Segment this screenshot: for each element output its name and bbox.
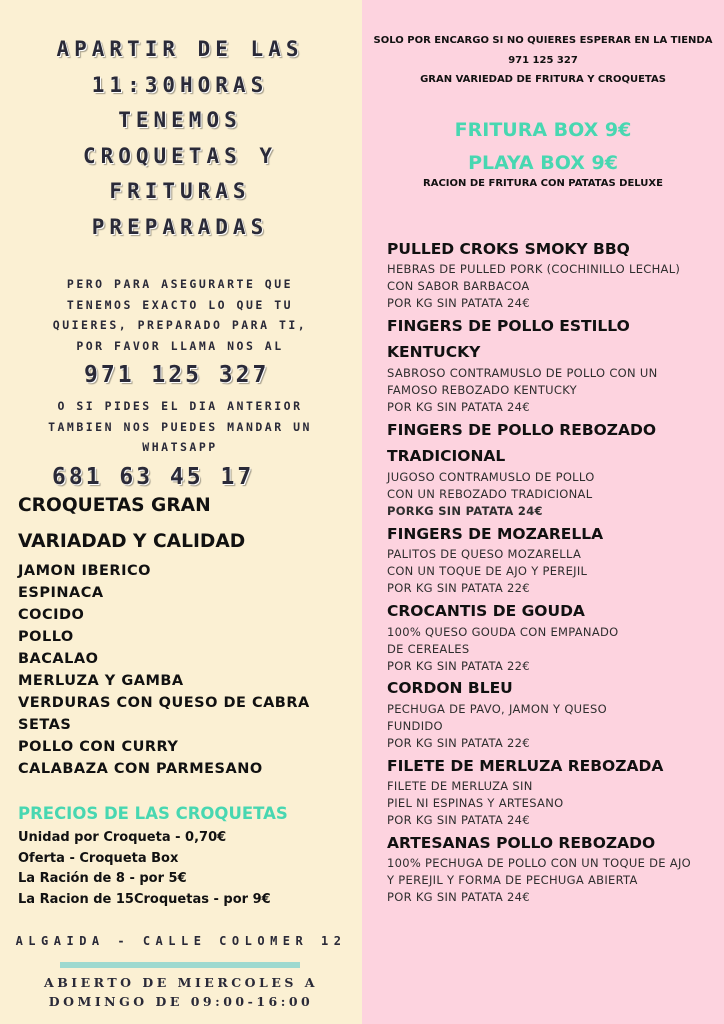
whatsapp-note-line: O SI PIDES EL DIA ANTERIOR bbox=[57, 399, 303, 413]
call-note-line: QUIERES, PREPARADO PARA TI, bbox=[52, 318, 308, 332]
menu-item-desc: CON UN TOQUE DE AJO Y PEREJIL bbox=[387, 564, 588, 578]
headline-line: FRITURAS bbox=[109, 179, 251, 203]
menu-item-desc: SABROSO CONTRAMUSLO DE POLLO CON UN bbox=[387, 366, 658, 380]
menu-item-title: FINGERS DE POLLO ESTILLO bbox=[387, 317, 630, 335]
divider bbox=[60, 962, 300, 968]
hours-line: DOMINGO DE 09:00-16:00 bbox=[48, 993, 314, 1009]
call-note-line: TENEMOS EXACTO LO QUE TU bbox=[66, 297, 294, 312]
menu-item-price: PORKG SIN PATATA 24€ bbox=[387, 504, 543, 518]
menu-item-price: POR KG SIN PATATA 22€ bbox=[387, 736, 530, 750]
order-phone[interactable]: 971 125 327 bbox=[508, 54, 578, 66]
headline-line: PREPARADAS bbox=[91, 214, 269, 239]
menu-item-desc: FUNDIDO bbox=[387, 719, 443, 733]
list-item: CALABAZA CON PARMESANO bbox=[18, 761, 263, 777]
list-item: POLLO CON CURRY bbox=[18, 739, 179, 755]
menu-item-price: POR KG SIN PATATA 24€ bbox=[387, 813, 530, 827]
menu-item-desc: FILETE DE MERLUZA SIN bbox=[387, 779, 533, 793]
headline-line: CROQUETAS Y bbox=[82, 143, 278, 168]
list-item: POLLO bbox=[18, 629, 74, 645]
price-item: La Ración de 8 - por 5€ bbox=[18, 871, 187, 886]
menu-item-title: FILETE DE MERLUZA REBOZADA bbox=[387, 757, 664, 775]
whatsapp-note bbox=[22, 396, 338, 458]
menu-item-desc: HEBRAS DE PULLED PORK (COCHINILLO LECHAL) bbox=[387, 262, 681, 276]
menu-item-price: POR KG SIN PATATA 24€ bbox=[387, 296, 530, 310]
price-item: Oferta - Croqueta Box bbox=[18, 850, 179, 866]
headline-line: TENEMOS bbox=[118, 108, 242, 132]
menu-item-desc: PECHUGA DE PAVO, JAMON Y QUESO bbox=[387, 702, 607, 716]
phone-number[interactable]: 971 125 327 bbox=[84, 362, 270, 388]
menu-item-desc: 100% PECHUGA DE POLLO CON UN TOQUE DE AJO bbox=[387, 856, 692, 870]
opening-hours bbox=[20, 974, 342, 1011]
croquetas-title-line: VARIADAD Y CALIDAD bbox=[18, 529, 246, 552]
menu-item-desc: CON UN REBOZADO TRADICIONAL bbox=[387, 487, 593, 501]
menu-item-title: CROCANTIS DE GOUDA bbox=[387, 602, 585, 620]
croquetas-title-line: CROQUETAS GRAN bbox=[18, 494, 211, 516]
menu-item-desc: DE CEREALES bbox=[387, 642, 470, 656]
menu-item-title: PULLED CROKS SMOKY BBQ bbox=[387, 240, 630, 258]
whatsapp-note-line: WHATSAPP bbox=[142, 440, 218, 454]
croquetas-title bbox=[18, 488, 245, 559]
call-note-line: POR FAVOR LLAMA NOS AL bbox=[76, 338, 284, 353]
menu-item-title: FINGERS DE POLLO REBOZADO bbox=[387, 421, 657, 439]
list-item: ESPINACA bbox=[18, 585, 104, 601]
croquetas-list bbox=[18, 560, 310, 780]
prices-list bbox=[18, 828, 271, 910]
list-item: COCIDO bbox=[18, 607, 85, 623]
menu-item-title: FINGERS DE MOZARELLA bbox=[387, 525, 604, 543]
call-note-line: PERO PARA ASEGURARTE QUE bbox=[66, 277, 294, 291]
menu-item-desc: FAMOSO REBOZADO KENTUCKY bbox=[387, 383, 577, 397]
menu-item-desc: PIEL NI ESPINAS Y ARTESANO bbox=[387, 796, 564, 810]
menu-item-price: POR KG SIN PATATA 22€ bbox=[387, 581, 530, 595]
whatsapp-number[interactable]: 681 63 45 17 bbox=[52, 464, 255, 490]
prices-title: PRECIOS DE LAS CROQUETAS bbox=[18, 804, 288, 823]
price-item: Unidad por Croqueta - 0,70€ bbox=[18, 830, 227, 845]
list-item: MERLUZA Y GAMBA bbox=[18, 673, 184, 689]
hours-line: ABIERTO DE MIERCOLES A bbox=[44, 975, 318, 990]
call-note bbox=[22, 274, 338, 356]
headline-line: APARTIR DE LAS bbox=[56, 37, 304, 61]
box-offer: PLAYA BOX 9€ bbox=[468, 152, 618, 174]
order-info bbox=[362, 31, 724, 90]
menu-item-title: KENTUCKY bbox=[387, 343, 481, 361]
menu-item-price: POR KG SIN PATATA 22€ bbox=[387, 659, 530, 673]
menu-item-title: CORDON BLEU bbox=[387, 679, 513, 697]
menu-item-desc: JUGOSO CONTRAMUSLO DE POLLO bbox=[387, 470, 595, 484]
menu-item-desc: CON SABOR BARBACOA bbox=[387, 279, 530, 293]
order-info-line: GRAN VARIEDAD DE FRITURA Y CROQUETAS bbox=[420, 74, 666, 85]
menu-item-desc: Y PEREJIL Y FORMA DE PECHUGA ABIERTA bbox=[387, 873, 638, 887]
list-item: VERDURAS CON QUESO DE CABRA bbox=[18, 695, 310, 711]
box-offers bbox=[362, 114, 724, 180]
list-item: JAMON IBERICO bbox=[18, 563, 151, 579]
address: ALGAIDA - CALLE COLOMER 12 bbox=[15, 934, 347, 948]
headline-line: 11:30HORAS bbox=[91, 72, 269, 97]
list-item: BACALAO bbox=[18, 651, 99, 667]
menu-item-price: POR KG SIN PATATA 24€ bbox=[387, 400, 530, 414]
racion-note: RACION DE FRITURA CON PATATAS DELUXE bbox=[423, 178, 663, 189]
menu-item-price: POR KG SIN PATATA 24€ bbox=[387, 890, 530, 904]
menu-item-desc: PALITOS DE QUESO MOZARELLA bbox=[387, 547, 582, 561]
order-info-line: SOLO POR ENCARGO SI NO QUIERES ESPERAR EN LA TIENDA bbox=[373, 35, 713, 46]
box-offer: FRITURA BOX 9€ bbox=[454, 119, 632, 141]
menu-item-desc: 100% QUESO GOUDA CON EMPANADO bbox=[387, 625, 619, 639]
menu-item-title: TRADICIONAL bbox=[387, 447, 506, 465]
whatsapp-note-line: TAMBIEN NOS PUEDES MANDAR UN bbox=[48, 419, 312, 434]
list-item: SETAS bbox=[18, 717, 72, 733]
headline bbox=[30, 32, 330, 245]
menu-item-title: ARTESANAS POLLO REBOZADO bbox=[387, 834, 656, 852]
price-item: La Racion de 15Croquetas - por 9€ bbox=[18, 891, 271, 907]
